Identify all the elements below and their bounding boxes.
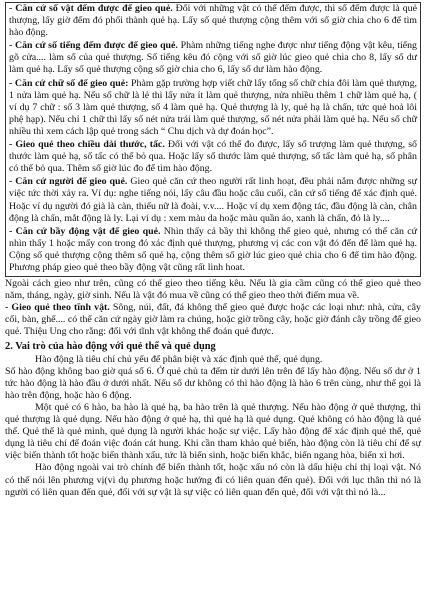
body-paragraph: Số hào động không bao giờ quá số 6. Ở quẻ chủ ta đếm từ dưới lên trên để lấy hào động. Nếu số dư ở 1 tức hào động là hào đầu ở dưới nhất. Nếu số dư không có thì hào động là hào 6 trên cùng, như thế gọi là hào trên động, hoặc hào 6 động. bbox=[5, 365, 421, 401]
section-heading: 2. Vai trò của hào động với quẻ thể và quẻ dụng bbox=[5, 340, 216, 352]
method-title: - Căn cứ người để gieo quẻ. bbox=[9, 176, 128, 188]
still-object-title: - Gieo quẻ theo tĩnh vật. bbox=[5, 302, 110, 314]
method-paragraph bbox=[9, 226, 417, 274]
method-paragraph bbox=[9, 176, 417, 224]
still-object-paragraph bbox=[5, 302, 421, 338]
method-text: Đối với vật có thể đo được, lấy số trượng làm quẻ thượng, số thước làm quẻ hạ, số tấc có thể bỏ qua. Hoặc lấy số thước làm quẻ thượng, số tấc làm quẻ hạ, số phân có thể bỏ qua. Thêm số giờ lúc đo để tìm hào động. bbox=[9, 139, 417, 175]
divination-methods-box bbox=[5, 2, 421, 277]
method-text: Nhìn thấy cả bầy thì không thể gieo quẻ, nhưng có thể căn cứ nhìn thấy 1 hoặc mấy con trong đó xác định quẻ thượng, phương vị các con vật đó đến để làm quẻ hạ. Cộng số quẻ thượng cộng thêm số quẻ hạ, cộng thêm số giờ lúc gieo quẻ chia cho 6 để tìm hào động. Phương pháp gieo quẻ theo bầy động vật cũng rất linh hoat. bbox=[9, 225, 418, 273]
method-title: - Căn cứ chữ số để gieo quẻ: bbox=[9, 77, 129, 89]
method-text: Phàm những tiếng nghe được như tiếng động vật kêu, tiếng gõ cửa.... làm số của quẻ thượng. Số tiếng kêu đó cộng với số giờ lúc gieo quẻ chia cho 8, lấy số dư làm quẻ hạ. Lấy số quẻ thượng cộng số giờ chia cho 6, lấy số dư làm hào động. bbox=[9, 40, 417, 76]
body-paragraph: Một quẻ có 6 hào, ba hào là quẻ hạ, ba hào trên là quẻ thượng. Nếu hào động ở quẻ thượng, thì quẻ thượng là quẻ dụng. Nếu hào động ở quẻ hạ, thì quẻ hạ là quẻ dụng. Quẻ không có hào động là quẻ thể. Quẻ thể là quẻ mình, quẻ dụng là người khác hoặc sự việc. Lấy hào động để xác định quẻ thể, quẻ dụng là tiêu chí để đoán việc đoán cát hung. Khi cần tham khảo quẻ biến, hào động còn là tiêu chí để sự việc biến thành tốt hoặc biến thành xấu, tức là biến sinh, hoặc biến khắc, biến ngang hòa, biến xì hơi. bbox=[5, 402, 421, 462]
method-text: Gieo quẻ căn cứ theo người rất linh hoạt, đều phải nắm được những sự việc tức thời xảy ra. Ví dụ: nghe tiếng nói, lấy câu đầu hoặc câu cuối, căn cứ số tiếng để xác định quẻ. Hoặc ví dụ người đó già là càn, thiếu nữ là đoài, v.v.... Hoặc ví dụ xem động tác, đầu động là càn, chân động là chấn, mắt động là ly. Lại ví dụ : xem màu da hoặc màu quần áo, xanh là chấn, đỏ là ly.... bbox=[9, 176, 417, 224]
body-paragraph: Hào động là tiêu chí chủ yếu để phân biệt và xác định quẻ thể, quẻ dụng. bbox=[35, 353, 323, 365]
alternate-methods-paragraph: Ngoài cách gieo như trên, cũng có thể gieo theo tiếng kêu. Nếu là gia cầm cũng có thể gieo quẻ theo năm, tháng, ngày, giờ sinh. Nếu là vật đó mua về cũng có thể gieo theo thời điểm mua về. bbox=[5, 278, 421, 302]
method-text: Đối với những vật có thể đếm được, thì số đếm được là quẻ thượng, lấy giờ đếm đó phối thành quẻ hạ. Lấy số quẻ thượng cộng thêm với số giờ chia cho 6 để tìm hào động. bbox=[9, 3, 417, 39]
method-paragraph bbox=[9, 3, 417, 39]
method-paragraph bbox=[9, 40, 417, 76]
body-paragraph: Hào động ngoài vai trò chính để biến thành tốt, hoặc xấu nó còn là dấu hiệu chỉ thị loại vật. Nó có thể nói lên phương vị(vì dụ phương hoặc hướng đi có liên quan đến quẻ). Đối với lục thân thì nó là người có liên quan đến quẻ, đối với sự vật là sự việc có liên quan đến quẻ, đối với vật thì nó là... bbox=[5, 462, 421, 498]
method-title: - Căn cứ số vật đếm được để gieo quẻ. bbox=[9, 3, 173, 14]
method-paragraph bbox=[9, 78, 417, 138]
method-title: - Căn cứ số tiếng đếm được để gieo quẻ. bbox=[9, 40, 178, 52]
method-text: Phàm gặp trường hợp viết chữ lấy tổng số chữ chia đôi làm quẻ thượng, 1 nửa làm quẻ hạ. Nếu số chữ là lẻ thì lấy nửa ít làm quẻ thượng, nửa nhiều thêm 1 chữ làm quẻ hạ, ( ví dụ 7 chữ : số 3 làm quẻ thượng, số 4 làm quẻ hạ. Quẻ thượng là ly, quẻ hạ là chấn, tức quẻ hoả lôi phệ hạp). Nếu chỉ 1 chữ thì lấy số nét nửa trái làm quẻ thượng, số nét nửa phải làm quẻ hạ. Nếu số chữ nhiều thì xem cách lập quẻ trong sách “ Chu dịch và dự đoán học”. bbox=[9, 77, 417, 137]
method-title: - Căn cứ bầy động vật để gieo quẻ. bbox=[9, 225, 161, 237]
method-title: - Gieo quẻ theo chiều dài thước, tấc. bbox=[9, 139, 165, 151]
method-paragraph bbox=[9, 139, 417, 175]
still-object-text: Sông, núi, đất, đá không thể gieo quẻ được hoặc các loại như: nhà, cửa, cây cối, bàn, ghế.... có thể căn cứ ngày giờ làm ra chúng, hoặc giờ trồng cây, hoặc giờ đánh cây trồng để gieo quẻ. Thiệu Ung cho rằng: đối với tĩnh vật không thể đoán quẻ được. bbox=[5, 302, 421, 338]
